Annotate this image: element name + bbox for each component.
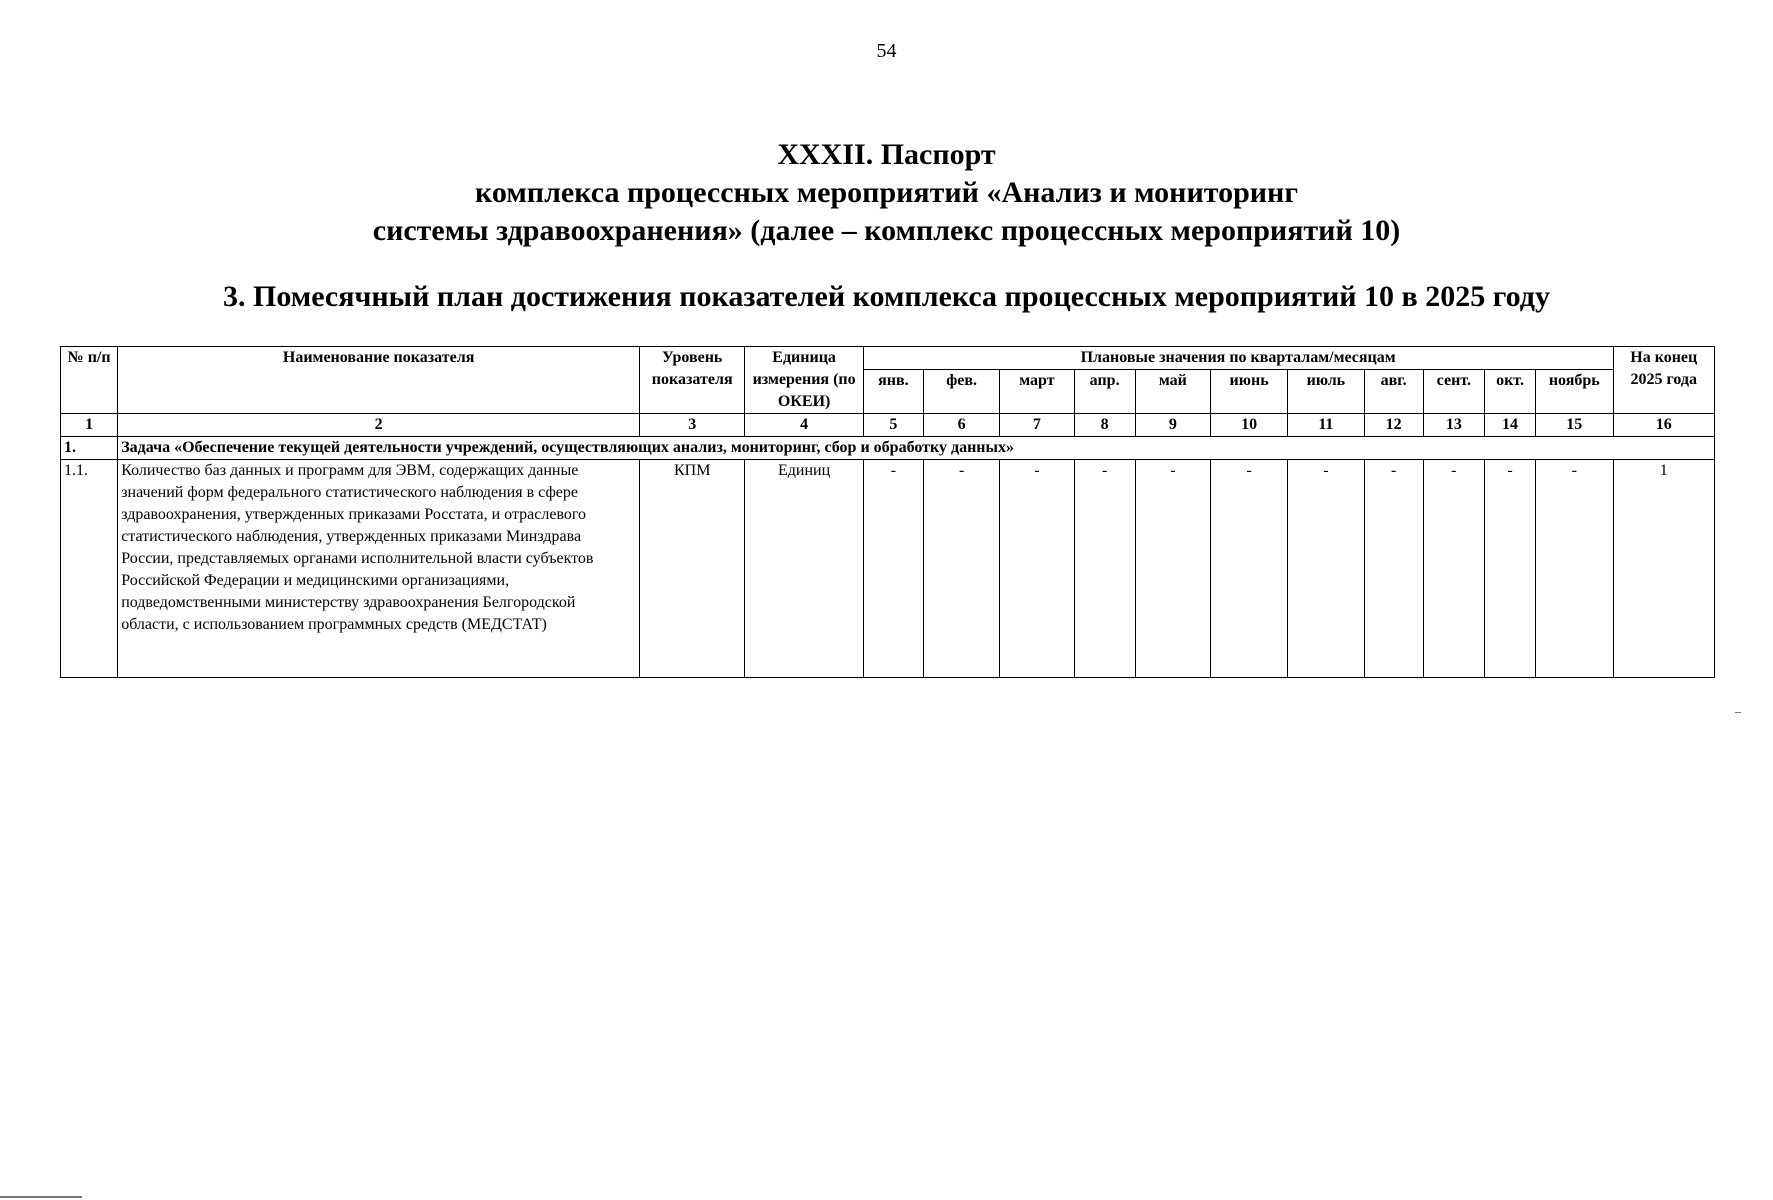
- month-value: -: [1423, 460, 1484, 678]
- column-number: 14: [1484, 414, 1535, 437]
- row-number: 1.1.: [61, 460, 118, 678]
- scan-artifact-line: [0, 1196, 82, 1198]
- header-month: авг.: [1364, 370, 1423, 414]
- monthly-plan-table: [60, 346, 1715, 678]
- month-value: -: [1484, 460, 1535, 678]
- column-number: 9: [1135, 414, 1210, 437]
- column-number: 12: [1364, 414, 1423, 437]
- document-title: [0, 136, 1773, 250]
- header-month: сент.: [1423, 370, 1484, 414]
- month-value: -: [1210, 460, 1287, 678]
- header-month: янв.: [863, 370, 923, 414]
- header-num: № п/п: [61, 347, 118, 414]
- task-number: 1.: [61, 437, 118, 460]
- header-month: март: [1000, 370, 1074, 414]
- header-end-of-year: На конец 2025 года: [1613, 347, 1715, 414]
- indicator-level: КПМ: [640, 460, 745, 678]
- month-value: -: [863, 460, 923, 678]
- title-line-2: комплекса процессных мероприятий «Анализ и мониторинг: [475, 176, 1298, 209]
- month-value: -: [1288, 460, 1364, 678]
- column-number: 1: [61, 414, 118, 437]
- column-number: 10: [1210, 414, 1287, 437]
- column-number: 4: [745, 414, 863, 437]
- header-month: апр.: [1074, 370, 1135, 414]
- header-month: май: [1135, 370, 1210, 414]
- header-month: фев.: [924, 370, 1000, 414]
- column-number: 16: [1613, 414, 1715, 437]
- month-value: -: [924, 460, 1000, 678]
- month-value: -: [1536, 460, 1613, 678]
- column-number: 5: [863, 414, 923, 437]
- header-month: окт.: [1484, 370, 1535, 414]
- task-text: Задача «Обеспечение текущей деятельности учреждений, осуществляющих анализ, мониторинг, сбор и обработку данных»: [118, 437, 1715, 460]
- scan-artifact-line: [1735, 712, 1741, 713]
- title-line-3: системы здравоохранения» (далее – комплекс процессных мероприятий 10): [372, 214, 1401, 247]
- column-number: 8: [1074, 414, 1135, 437]
- month-value: -: [1135, 460, 1210, 678]
- column-number: 11: [1288, 414, 1364, 437]
- column-number: 7: [1000, 414, 1074, 437]
- page-number: 54: [876, 40, 897, 62]
- section-subtitle: 3. Помесячный план достижения показателей комплекса процессных мероприятий 10 в 2025 году: [223, 280, 1550, 313]
- header-month: ноябрь: [1536, 370, 1613, 414]
- table-row: [61, 460, 1715, 678]
- title-line-1: XXXII. Паспорт: [777, 138, 996, 171]
- indicator-name: Количество баз данных и программ для ЭВМ, содержащих данные значений форм федерального статистического наблюдения в сфере здравоохранения, утвержденных приказами Росстата, и отраслевого статистического наблюдения, утвержденных приказами Минздрава России, представляемых органами исполнительной власти субъектов Российской Федерации и медицинскими организациями, подведомственными министерству здравоохранения Белгородской области, с использованием программных средств (МЕДСТАТ): [118, 460, 640, 678]
- column-number: 13: [1423, 414, 1484, 437]
- indicator-unit: Единиц: [745, 460, 863, 678]
- header-month: июнь: [1210, 370, 1287, 414]
- month-value: -: [1000, 460, 1074, 678]
- header-name: Наименование показателя: [118, 347, 640, 414]
- month-value: -: [1364, 460, 1423, 678]
- header-plan-group: Плановые значения по кварталам/месяцам: [863, 347, 1613, 370]
- end-of-year-value: 1: [1613, 460, 1715, 678]
- month-value: -: [1074, 460, 1135, 678]
- column-number: 15: [1536, 414, 1613, 437]
- header-level: Уровень показателя: [640, 347, 745, 414]
- column-number: 3: [640, 414, 745, 437]
- header-unit: Единица измерения (по ОКЕИ): [745, 347, 863, 414]
- column-number: 2: [118, 414, 640, 437]
- header-month: июль: [1288, 370, 1364, 414]
- column-number: 6: [924, 414, 1000, 437]
